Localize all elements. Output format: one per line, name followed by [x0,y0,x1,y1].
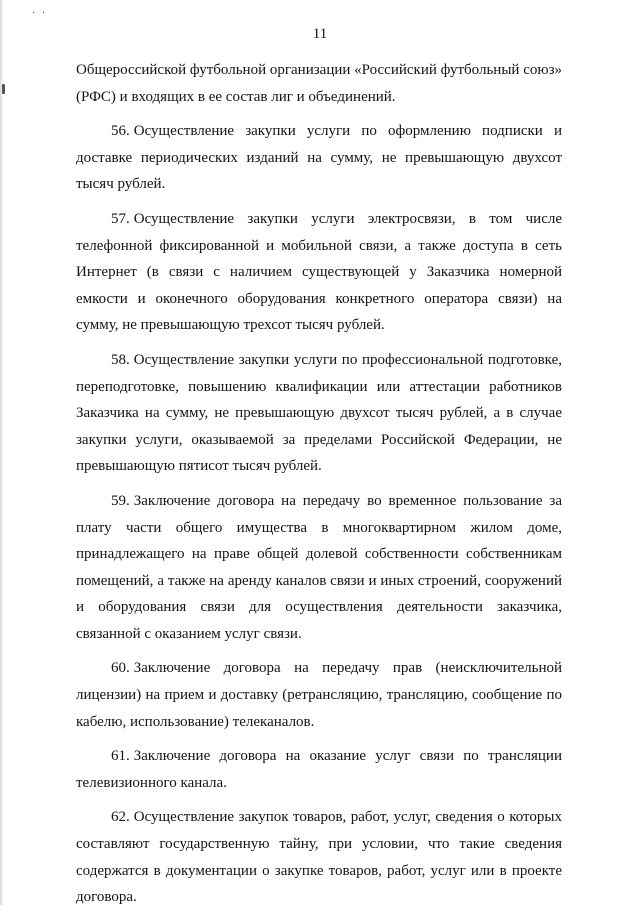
paragraph-text: Заключение договора на оказание услуг связи по трансляции телевизионного канала. [76,748,562,791]
paragraph-number: 60. [111,660,130,677]
scan-edge [0,0,3,905]
page-number: 11 [312,26,328,42]
paragraph-56 [76,118,562,198]
paragraph-text: Осуществление закупки услуги по профессиональной подготовке, переподготовке, повышению квалификации или аттестации работников Заказчика на сумму, не превышающую двухсот тысяч рублей, а в случае закупки услуги, оказываемой за пределами Российской Федерации, не превышающую пятисот тысяч рублей. [76,351,562,475]
paragraph-text: Заключение договора на передачу прав (неисключительной лицензии) на прием и доставку (ретрансляцию, трансляцию, сообщение по кабелю, использование) телеканалов. [76,660,562,730]
paragraph-text: Заключение договора на передачу во временное пользование за плату части общего имущества в многоквартирном жилом доме, принадлежащего на праве общей долевой собственности собственникам помещений, а также на аренду каналов связи и иных строений, сооружений и оборудования связи для осуществления деятельности заказчика, связанной с оказанием услуг связи. [76,492,562,642]
paragraph-text: Общероссийской футбольной организации «Российский футбольный союз» (РФС) и входящих в ее состав лиг и объединений. [76,62,562,105]
paragraph-61 [76,743,562,796]
paragraph-number: 56. [111,123,130,140]
scan-artifact-mark [2,84,5,94]
corner-scan-marks: · · [32,8,48,19]
paragraph-text: Осуществление закупки услуги по оформлению подписки и доставке периодических изданий на сумму, не превышающую двухсот тысяч рублей. [76,123,562,193]
paragraph-62 [76,804,562,910]
paragraph-60 [76,655,562,735]
paragraph-continuation [76,57,562,110]
paragraph-number: 61. [111,748,130,765]
paragraph-59 [76,488,562,648]
paragraph-58 [76,347,562,480]
paragraph-number: 62. [111,809,130,826]
paragraph-57 [76,206,562,339]
paragraph-number: 59. [111,492,130,509]
document-body [76,57,562,919]
paragraph-number: 58. [111,351,130,368]
paragraph-text: Осуществление закупок товаров, работ, услуг, сведения о которых составляют государственную тайну, при условии, что такие сведения содержатся в документации о закупке товаров, работ, услуг или в проекте договора. [76,809,562,906]
paragraph-number: 57. [111,210,130,227]
paragraph-text: Осуществление закупки услуги электросвязи, в том числе телефонной фиксированной и мобильной связи, а также доступа в сеть Интернет (в связи с наличием существующей у Заказчика номерной емкости и оконечного оборудования конкретного оператора связи) на сумму, не превышающую трехсот тысяч рублей. [76,210,562,334]
